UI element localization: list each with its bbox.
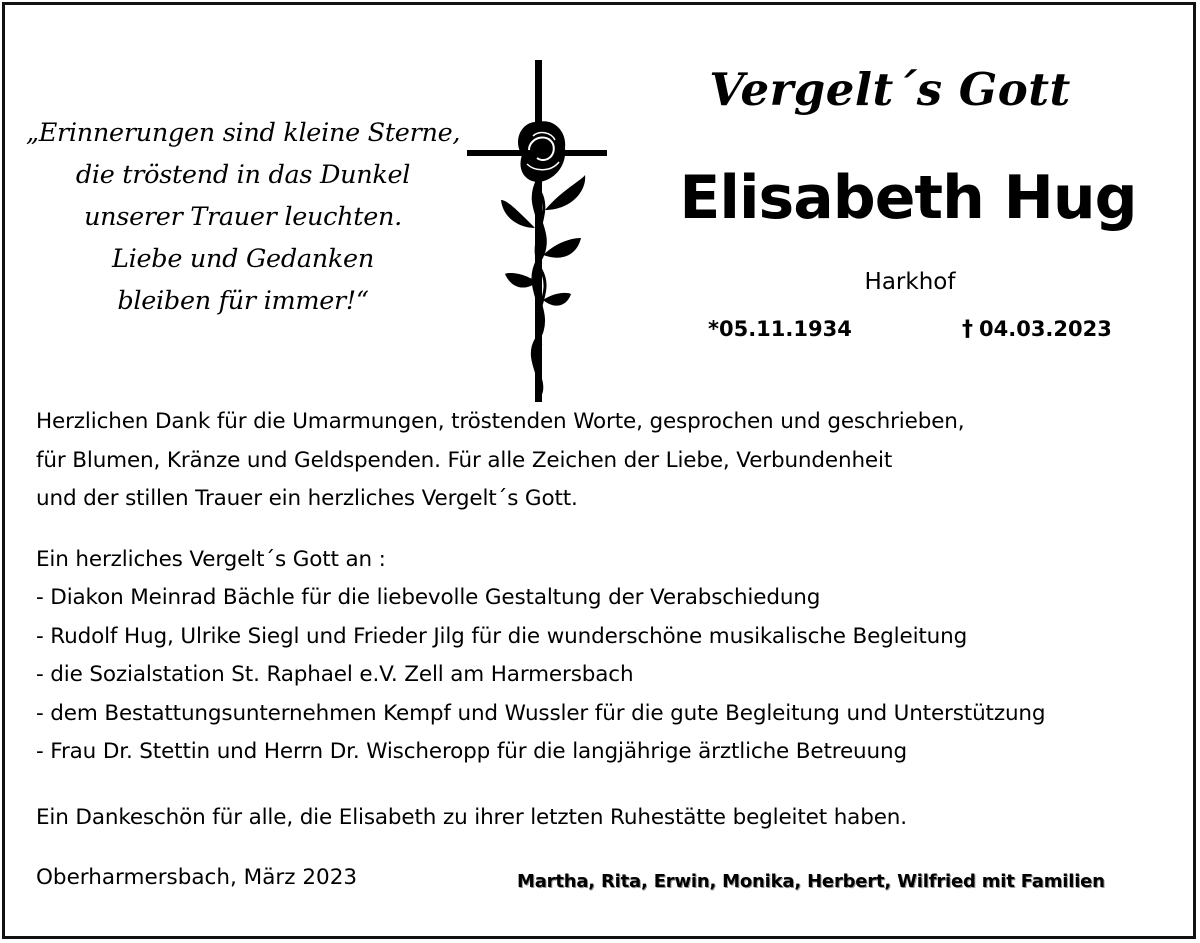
quote-line: „Erinnerungen sind kleine Sterne, xyxy=(25,118,461,148)
acknowledgement-item: - die Sozialstation St. Raphael e.V. Zell am Harmersbach xyxy=(36,662,634,687)
thanks-line: Herzlichen Dank für die Umarmungen, tröstenden Worte, gesprochen und geschrieben, xyxy=(36,409,965,434)
dagger-icon: † xyxy=(962,317,973,342)
death-date: 04.03.2023 xyxy=(979,317,1112,341)
heading-vergelts-gott: Vergelt´s Gott xyxy=(709,63,1071,116)
quote-line: bleiben für immer!“ xyxy=(117,286,369,316)
thanks-line: für Blumen, Kränze und Geldspenden. Für alle Zeichen der Liebe, Verbundenheit xyxy=(36,447,893,473)
death-date-group xyxy=(962,317,1112,342)
acknowledgement-item: - Rudolf Hug, Ulrike Siegl und Frieder Jilg für die wunderschöne musikalische Begleitung xyxy=(36,623,968,649)
acknowledgements-intro: Ein herzliches Vergelt´s Gott an : xyxy=(36,546,386,572)
cross-with-rose-icon xyxy=(467,60,615,402)
acknowledgement-item: - Frau Dr. Stettin und Herrn Dr. Wischeropp für die langjährige ärztliche Betreuung xyxy=(36,739,907,764)
family-signature: Martha, Rita, Erwin, Monika, Herbert, Wilfried mit Familien xyxy=(517,871,1105,892)
memorial-quote xyxy=(25,112,461,322)
acknowledgement-item: - dem Bestattungsunternehmen Kempf und Wussler für die gute Begleitung und Unterstützung xyxy=(36,700,1046,726)
deceased-place: Harkhof xyxy=(864,269,956,295)
spacer xyxy=(36,519,1186,541)
quote-line: die tröstend in das Dunkel xyxy=(75,160,411,190)
quote-line: Liebe und Gedanken xyxy=(112,244,374,274)
birth-date: *05.11.1934 xyxy=(708,317,852,341)
thanks-line: und der stillen Trauer ein herzliches Vergelt´s Gott. xyxy=(36,486,578,511)
announcement-frame xyxy=(2,2,1196,939)
place-and-date: Oberharmersbach, März 2023 xyxy=(36,865,358,890)
thanks-text xyxy=(36,403,1186,772)
closing-line: Ein Dankeschön für alle, die Elisabeth zu ihrer letzten Ruhestätte begleitet haben. xyxy=(36,805,907,830)
quote-line: unserer Trauer leuchten. xyxy=(84,202,402,232)
acknowledgement-item: - Diakon Meinrad Bächle für die liebevolle Gestaltung der Verabschiedung xyxy=(36,585,821,610)
deceased-name: Elisabeth Hug xyxy=(679,163,1137,233)
